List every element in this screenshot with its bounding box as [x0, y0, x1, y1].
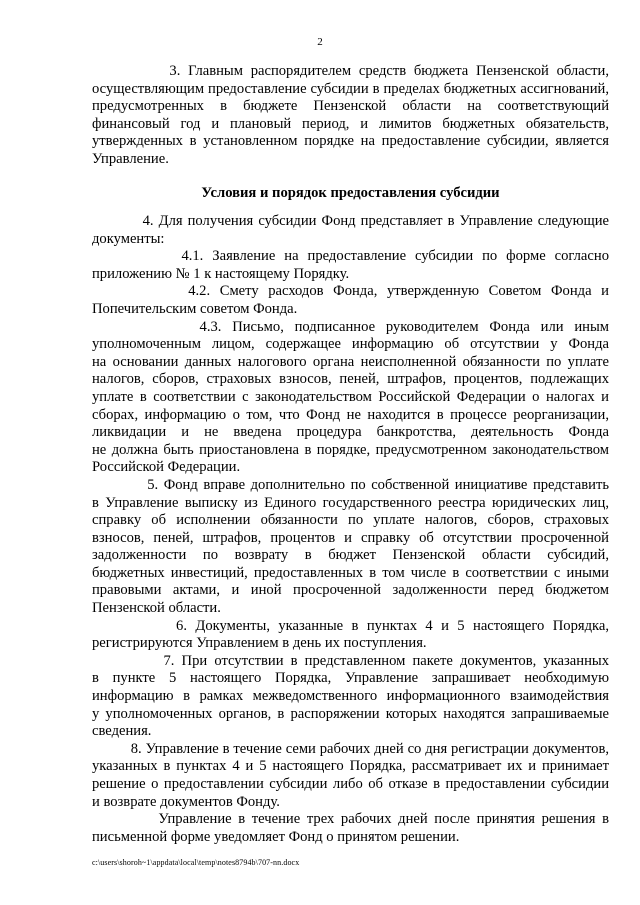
text-line: не должна быть приостановлена в порядке, предусмотренном законодательством — [92, 441, 609, 458]
paragraph-3 — [92, 63, 609, 169]
text-line: Управление в течение трех рабочих дней после принятия решения в — [92, 811, 609, 828]
text-line: сборах, информацию о том, что Фонд не находится в процессе реорганизации, — [92, 406, 609, 423]
text-line: письменной форме уведомляет Фонд о принятом решении. — [92, 828, 460, 845]
text-line: сведения. — [92, 723, 152, 740]
text-line: в Управление выписку из Единого государственного реестра юридических лиц, — [92, 494, 609, 511]
text-line: документы: — [92, 230, 165, 247]
text-line: приложению № 1 к настоящему Порядку. — [92, 265, 350, 282]
text-line: правовыми актами, и иной просроченной задолженности перед бюджетом — [92, 582, 609, 599]
text-line: 4.2. Смету расходов Фонда, утвержденную Советом Фонда и — [92, 283, 609, 300]
text-line: задолженности по возврату в бюджет Пензенской области субсидий, — [92, 547, 609, 564]
text-line: утвержденных в установленном порядке на предоставление субсидии, является — [92, 133, 609, 150]
text-line: у уполномоченных органов, в распоряжении которых находятся запрашиваемые — [92, 705, 609, 722]
text-line: и возврате документов Фонду. — [92, 793, 280, 810]
text-line: осуществляющим предоставление субсидии в пределах бюджетных ассигнований, — [92, 80, 609, 97]
text-line: финансовый год и плановый период, и лимитов бюджетных обязательств, — [92, 115, 609, 132]
text-line: 4. Для получения субсидии Фонд представляет в Управление следующие — [92, 213, 609, 229]
text-line: бюджетных инвестиций, предоставленных в том числе в соответствии с иными — [92, 564, 609, 581]
text-line: налогов, сборов, страховых взносов, пеней, штрафов, процентов, подлежащих — [92, 371, 609, 388]
text-line: 4.1. Заявление на предоставление субсидии по форме согласно — [92, 248, 609, 265]
text-line: в пункте 5 настоящего Порядка, Управление запрашивает необходимую — [92, 670, 609, 687]
text-line: 6. Документы, указанные в пунктах 4 и 5 настоящего Порядка, — [92, 617, 609, 634]
text-line: Пензенской области. — [92, 600, 221, 617]
text-line: регистрируются Управлением в день их поступления. — [92, 635, 427, 652]
text-line: Управление. — [92, 150, 169, 167]
section-heading: Условия и порядок предоставления субсидии — [201, 185, 500, 201]
text-line: уполномоченным лицом, содержащее информацию об отсутствии у Фонда — [92, 336, 609, 353]
text-line: 8. Управление в течение семи рабочих дней со дня регистрации документов, — [92, 740, 609, 757]
text-line: указанных в пунктах 4 и 5 настоящего Порядка, рассматривает их и принимает — [92, 758, 609, 775]
page-number: 2 — [317, 36, 323, 48]
text-line: 5. Фонд вправе дополнительно по собственной инициативе представить — [92, 476, 609, 493]
text-line: 4.3. Письмо, подписанное руководителем Фонда или иным — [92, 318, 609, 335]
text-line: справку об исполнении обязанности по уплате налогов, сборов, страховых — [92, 512, 609, 529]
text-line: ликвидации и не введена процедура банкротства, деятельность Фонда — [92, 424, 609, 441]
section-body — [92, 213, 609, 846]
text-line: 7. При отсутствии в представленном пакете документов, указанных — [92, 652, 609, 669]
text-line: 3. Главным распорядителем средств бюджета Пензенской области, — [92, 63, 609, 79]
text-line: информацию в рамках межведомственного информационного взаимодействия — [92, 688, 609, 705]
text-line: взносов, пеней, штрафов, процентов и справку об отсутствии просроченной — [92, 529, 609, 546]
text-line: предусмотренных в бюджете Пензенской области на соответствующий — [92, 98, 609, 115]
text-line: Российской Федерации. — [92, 459, 241, 476]
text-line: решение о предоставлении субсидии либо об отказе в предоставлении субсидии — [92, 776, 609, 792]
text-line: на основании данных налогового органа неисполненной обязанности по уплате — [92, 353, 609, 370]
text-line: уплате в соответствии с законодательством Российской Федерации о налогах и — [92, 388, 609, 405]
text-line: Попечительским советом Фонда. — [92, 300, 298, 317]
file-path-footer: c:\users\shoroh~1\appdata\local\temp\notes8794b\707-nn.docx — [92, 858, 300, 867]
